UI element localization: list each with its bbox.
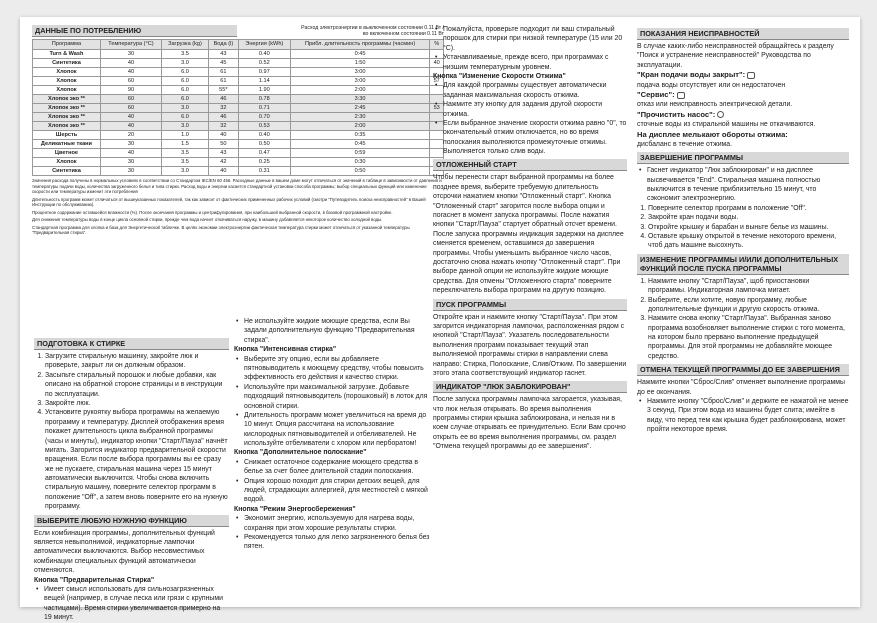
table-cell: 60	[100, 77, 161, 86]
table-cell: 3.5	[161, 50, 208, 59]
table-row	[33, 140, 444, 149]
list-item: • Не используйте жидкие моющие средства, если Вы задали дополнительную функцию "Предварительная стирка".	[234, 317, 434, 345]
manual-page	[20, 17, 860, 622]
table-cell: 6.0	[161, 95, 208, 104]
table-cell: 0.97	[238, 68, 290, 77]
cancel-list	[637, 397, 849, 435]
table-header-cell: Вода (l)	[208, 40, 238, 50]
start-step: 3. Закройте люк.	[45, 399, 229, 408]
table-cell: Хлопок	[33, 68, 101, 77]
table-cell: 6.0	[161, 86, 208, 95]
list-item: • Используйте при максимальной загрузке. Добавьте подходящий пятновыводитель (порошковый) в лоток для основной стирки.	[234, 383, 434, 411]
table-cell: 40	[430, 59, 444, 68]
table-cell: Цветное	[33, 149, 101, 158]
table-cell: 0.50	[238, 140, 290, 149]
table-cell: 2:45	[290, 104, 430, 113]
table-cell: 1.5	[161, 140, 208, 149]
eco-list	[234, 514, 434, 552]
table-cell: 40	[100, 149, 161, 158]
table-cell: 61	[208, 77, 238, 86]
footnote: Значения расхода получены в нормальных условиях в соответствии со Стандартом IEC/EN 60 456. Расходные данные в вашем доме могут отличаться от значений в таблице в зависимости от давления и температуры подачи воды, количества загруженного белья и типа стирки. Расход воды и энергии касается стандартной установки способа программы; выбор специальных функций или изменение скорости или температуры изменит эти потребления	[32, 178, 442, 195]
table-row	[33, 95, 444, 104]
table-cell: 3:00	[290, 77, 430, 86]
table-cell: Хлопок	[33, 77, 101, 86]
consumption-title: ДАННЫЕ ПО ПОТРЕБЛЕНИЮ	[32, 25, 237, 37]
prewash-notes	[234, 317, 434, 345]
delay-text: Чтобы перенести старт выбранной программы на более позднее время, выберите требуемую длительность отсрочки нажатием кнопки "Отложенный старт". Кнопка "Отложенный старт" загорится после выбора опции и погаснет в момент запуска программы. После нажатия кнопки "Старт/Пауза" стартует обратный отсчет времени. После запуска программы индикация задержки на дисплее сменяется временем, оставшимся до завершения программы. Чтобы уменьшить выбранное число часов, достаточно снова нажать кнопку "Отложенный старт". При выборе данной опции не используйте жидкие моющие средства. Для отмены "Отложенного старта" поверните переключатель выбора программ на другую позицию.	[433, 174, 624, 295]
table-cell: Деликатные ткани	[33, 140, 101, 149]
column-start	[34, 335, 229, 623]
table-cell: 40	[100, 59, 161, 68]
table-cell: 30	[100, 158, 161, 167]
eco-title: Кнопка "Режим Энергосбережения"	[234, 505, 356, 513]
table-cell: Turn & Wash	[33, 50, 101, 59]
table-cell: 30	[100, 140, 161, 149]
end-bullet: • Гаснет индикатор "Люк заблокирован" и на дисплее высвечивается "End". Стиральная машина полностью выключится в течение приблизительно 15 минут, что сэкономит электроэнергию.	[637, 166, 849, 204]
table-header-cell: Загрузка (kg)	[161, 40, 208, 50]
list-item: • Рекомендуется только для легко загрязненного белья без пятен.	[234, 533, 434, 552]
end-step: 3. Откройте крышку и барабан и выньте белье из машины.	[648, 223, 849, 232]
table-cell: 0.70	[238, 113, 290, 122]
end-steps	[637, 204, 849, 251]
service-title: "Сервис":	[637, 89, 675, 99]
change-title: ИЗМЕНЕНИЕ ПРОГРАММЫ И/ИЛИ ДОПОЛНИТЕЛЬНЫХ ФУНКЦИЙ ПОСЛЕ ПУСКА ПРОГРАММЫ	[637, 254, 849, 275]
list-item: • Пожалуйста, проверьте подходит ли ваш стиральный порошок для стирки при низкой температуре (15 или 20 °C).	[433, 25, 627, 53]
list-item: • Длительность программ может увеличиться на время до 10 минут. Опция рассчитана на использование кислородных пятновыводителей и отбеливателей. Не используйте отбеливатели с хлором или перборатом!	[234, 411, 434, 449]
table-cell: 3.0	[161, 167, 208, 176]
table-row	[33, 149, 444, 158]
table-row	[33, 104, 444, 113]
table-footnotes	[32, 178, 444, 236]
table-cell: Хлопок эко **	[33, 104, 101, 113]
consumption-section	[32, 25, 444, 236]
table-cell: 6.0	[161, 68, 208, 77]
fault-title: ПОКАЗАНИЯ НЕИСПРАВНОСТЕЙ	[637, 28, 849, 40]
table-cell: Хлопок эко **	[33, 95, 101, 104]
tap-text: подача воды отсутствует или он недостаточен	[637, 81, 786, 89]
table-cell: 0.78	[238, 95, 290, 104]
rinse-list	[234, 458, 434, 505]
table-cell: 0:30	[290, 158, 430, 167]
table-row	[33, 113, 444, 122]
table-cell: 0.25	[238, 158, 290, 167]
table-row	[33, 158, 444, 167]
functions-intro: Если комбинация программы, дополнительных функций является невыполнимой, индикаторные лампочки автоматически выключаются. Выбор несовместимых комбинации специальных функций автоматически отменяются.	[34, 529, 215, 575]
consumption-table	[32, 39, 444, 176]
end-step: 2. Закройте кран подачи воды.	[648, 213, 849, 222]
change-step: 1. Нажмите кнопку "Старт/Пауза", щоб приостановки программы. Индикаторная лампочка мигает.	[648, 277, 849, 296]
intensive-list	[234, 355, 434, 449]
list-item: • Для каждой программы существует автоматически заданная максимальная скорость отжима.	[433, 81, 627, 100]
table-cell: 2:00	[290, 122, 430, 131]
footnote: Длительность программ может отличаться от вышеуказанных показателей, так как зависит от фактических примененных рабочих условий (смотри "Путеводитель поиска неисправностей" в Вашей Инструкции по обслуживанию).	[32, 196, 426, 208]
table-cell: Хлопок эко **	[33, 113, 101, 122]
table-cell: 20	[100, 131, 161, 140]
list-item: • Экономит энергию, используемую для нагрева воды, сохраняя при этом хорошие результаты стирки.	[234, 514, 434, 533]
table-cell: 3:00	[290, 68, 430, 77]
start-steps	[34, 352, 229, 512]
table-cell: 1.0	[161, 131, 208, 140]
table-cell: 0.40	[238, 50, 290, 59]
footnote: Стандартная программа для хлопка и база для Энергетической табличке. В целях экономии электроэнергии фактическая температура стирки может отличаться от указанной температуры "Предварительная стирка".	[32, 224, 410, 236]
start-step: 1. Загрузите стиральную машинку, закройте люк и проверьте, закрыт ли он должным образом.	[45, 352, 229, 371]
table-cell: 2:00	[290, 86, 430, 95]
wrench-icon	[677, 92, 685, 99]
table-cell: 46	[208, 113, 238, 122]
table-cell: 0.31	[238, 167, 290, 176]
table-cell: Шерсть	[33, 131, 101, 140]
table-row	[33, 131, 444, 140]
table-cell: 0.53	[238, 122, 290, 131]
table-cell: 3.0	[161, 59, 208, 68]
prewash-list	[34, 585, 229, 623]
pump-title: "Прочистить насос":	[637, 109, 716, 119]
list-item: • Опция хорошо походит для стирки детских вещей, для людей, страдающих аллергией, для местностей с мягкой водой.	[234, 477, 434, 505]
rinse-title: Кнопка "Дополнительное полоскание"	[234, 449, 367, 457]
table-cell: 40	[100, 122, 161, 131]
table-body	[33, 50, 444, 176]
cancel-title: ОТМЕНА ТЕКУЩЕЙ ПРОГРАММЫ ДО ЕЕ ЗАВЕРШЕНИЯ	[637, 364, 849, 376]
blink-text: дисбаланс в течение отжима.	[637, 140, 733, 148]
table-cell: 0:35	[290, 131, 430, 140]
table-cell: 0.40	[238, 131, 290, 140]
table-cell: 3.5	[161, 158, 208, 167]
table-cell: 46	[208, 95, 238, 104]
table-cell: 3.0	[161, 104, 208, 113]
table-header-cell: Температура (°C)	[100, 40, 161, 50]
list-item: • Снижает остаточное содержание моющего средства в белье за счет более длительной стадии полоскания.	[234, 458, 434, 477]
column-faults	[637, 25, 849, 435]
spin-list	[433, 81, 627, 156]
pump-icon	[717, 111, 724, 118]
run-title: ПУСК ПРОГРАММЫ	[433, 299, 627, 311]
tap-icon	[747, 72, 755, 79]
table-row	[33, 50, 444, 59]
lowtemp-notes	[433, 25, 627, 72]
start-title: ПОДГОТОВКА К СТИРКЕ	[34, 338, 229, 350]
functions-title: ВЫБЕРИТЕ ЛЮБУЮ НУЖНУЮ ФУНКЦИЮ	[34, 515, 229, 527]
list-item: • Если выбранное значение скорости отжима равно "0", то окончательный отжим отключается, но во время полоскания выполняются промежуточные отжимы. Выполняется только слив воды.	[433, 119, 627, 157]
change-step: 3. Нажмите снова кнопку "Старт/Пауза". Выбранная заново программа возобновляет выполнение стирки с того момента, на котором было прервано выполнение предыдущей программы. Для этой программы не добавляйте моющее средство.	[648, 314, 849, 361]
start-step: 2. Засыпьте стиральный порошок и любые добавки, как описано на обратной стороне страницы и в инструкции по эксплуатации.	[45, 371, 229, 399]
table-cell: 0.47	[238, 149, 290, 158]
cancel-text: Нажмите кнопки "Сброс/Слив" отменяет выполнение программы до ее окончания.	[637, 379, 845, 396]
table-cell: 0:59	[290, 149, 430, 158]
tap-title: "Кран подачи воды закрыт":	[637, 70, 746, 80]
table-cell: 50	[208, 140, 238, 149]
table-cell: Синтетика	[33, 167, 101, 176]
table-row	[33, 59, 444, 68]
table-cell: 55*	[208, 86, 238, 95]
intensive-title: Кнопка "Интенсивная стирка"	[234, 346, 337, 354]
fault-text: В случае каких-либо неисправностей обращайтесь к разделу "Поиск и устранение неисправностей" Руководства по эксплуатации.	[637, 43, 834, 69]
table-cell: 40	[100, 68, 161, 77]
table-cell: 61	[208, 68, 238, 77]
table-cell: 90	[100, 86, 161, 95]
table-cell: 53	[430, 104, 444, 113]
table-cell: 3.5	[161, 149, 208, 158]
table-header-cell: Программа	[33, 40, 101, 50]
end-step: 1. Поверните селектор программ в положение "Off".	[648, 204, 849, 213]
change-steps	[637, 277, 849, 362]
end-step: 4. Оставьте крышку открытой в течение некоторого времени, чтоб дать машине высохнуть.	[648, 232, 849, 251]
list-item: • Нажмите эту кнопку для задания другой скорости отжима.	[433, 100, 627, 119]
delay-title: ОТЛОЖЕННЫЙ СТАРТ	[433, 159, 627, 171]
table-row	[33, 86, 444, 95]
table-cell: Хлопок	[33, 86, 101, 95]
lock-text: После запуска программы лампочка загорается, указывая, что люк нельзя открывать. Во время выполнения программы стирки крышка заблокирована, и нельзя ни в коем случае открывать ее принудительно. Если Вам срочно открыть ее во время выполнения программы, см. раздел "Отмена текущей программы до ее завершения".	[433, 396, 626, 451]
table-cell: 0:45	[290, 140, 430, 149]
table-cell: 0.52	[238, 59, 290, 68]
table-header-cell: Энергия (kWh)	[238, 40, 290, 50]
end-title: ЗАВЕРШЕНИЕ ПРОГРАММЫ	[637, 152, 849, 164]
column-program	[433, 25, 627, 452]
table-cell: 0.71	[238, 104, 290, 113]
table-cell: 45	[208, 59, 238, 68]
table-cell: 6.0	[161, 113, 208, 122]
table-cell: Синтетика	[33, 59, 101, 68]
lock-title: ИНДИКАТОР "ЛЮК ЗАБЛОКИРОВАН"	[433, 381, 627, 393]
table-cell: 30	[100, 50, 161, 59]
list-item: • Выберите эту опцию, если вы добавляете пятновыводитель к моющему средству, чтобы повысить эффективность его действия и качество стирки.	[234, 355, 434, 383]
standby-note: Расход электроэнергии в выключенном состоянии 0.11 Вт /	[301, 25, 444, 31]
table-cell: Хлопок	[33, 158, 101, 167]
table-cell: 42	[208, 158, 238, 167]
table-header-cell: %	[430, 40, 444, 50]
list-item: • Устанавливаемые, прежде всего, при программах с низшим температурным уровнем.	[433, 53, 627, 72]
table-cell: Хлопок эко **	[33, 122, 101, 131]
column-options	[234, 317, 434, 552]
list-item: • Имеет смысл использовать для сильнозагрязненных вещей (например, в случае песка или грязи с крупными частицами). Время стирки увеличивается примерно на 19 минут.	[34, 585, 229, 623]
pump-text: сточные воды из стиральной машины не откачиваются.	[637, 121, 816, 129]
table-header-cell: Прибл. длительность программы (часмин)	[290, 40, 430, 50]
list-item: • Нажмите кнопку "Сброс/Слив" и держите ее нажатой не менее 3 секунд. При этом вода из машины будет слита; имейте в виду, что перед тем как крышка будет разблокирована, может пройти некоторое время.	[637, 397, 849, 435]
table-cell: 1.14	[238, 77, 290, 86]
blink-title: На дисплее мелькают обороты отжима:	[637, 129, 788, 139]
start-step: 4. Установите рукоятку выбора программы на желаемую программу и температуру. Дисплей отображения время покажет длительность цикла выбранной программы (часы и минуты), индикатор кнопки "Старт/Пауза" начнёт мигать. Загорится индикатор предварительной скорости вращения. Если после выбора программы вы ее сразу же не пускаете, стиральная машина через 15 минут автоматически выключится. Чтобы снова включить стиральную машину, поверните селектор программ в положение "Off", а затем вновь поверните его на нужную программу.	[45, 408, 229, 511]
table-cell: 3:30	[290, 95, 430, 104]
table-cell: 2:30	[290, 113, 430, 122]
service-text: отказ или неисправность электрической детали.	[637, 101, 793, 109]
footnote: Процентное содержание оставшейся влажности (%). После окончания программы и центрифугирования, при наибольшей выбранной скорости, в базовой программной настройке.	[32, 209, 393, 215]
table-row	[33, 122, 444, 131]
change-step: 2. Выберите, если хотите, новую программу, любые дополнительные функции и другую скорость отжима.	[648, 296, 849, 315]
table-cell: 6.0	[161, 77, 208, 86]
table-cell: 43	[208, 149, 238, 158]
table-row	[33, 167, 444, 176]
table-cell: 40	[208, 167, 238, 176]
table-cell: 60	[100, 95, 161, 104]
table-cell: 40	[208, 131, 238, 140]
spin-title: Кнопка "Изменение Скорости Отжима"	[433, 72, 566, 80]
table-cell: 40	[100, 113, 161, 122]
table-cell: 57	[430, 77, 444, 86]
standby-note-2: во включенном состоянии 0.11 Вт	[362, 31, 444, 38]
table-cell: 60	[100, 104, 161, 113]
table-cell: 0:50	[290, 167, 430, 176]
run-text: Откройте кран и нажмите кнопку "Старт/Пауза". При этом загорится индикаторная лампочки, расположенная рядом с кнопкой "Старт/Пауза". Указатель последовательности выполнения программ показывает текущий этап выполняемой программы стирки в направлении слева направо: Стирка, Полоскание, Слив/Отжим. По завершении этого этапа соответствующий индикатор гаснет.	[433, 313, 627, 377]
table-cell: 0:45	[290, 50, 430, 59]
table-header-row	[33, 40, 444, 50]
footnote: Для снижения температуры воды в конце цикла основной стирки, прежде чем вода начнет откачиваться наружу, в машину добавляется некоторое количество холодной воды.	[32, 217, 383, 223]
table-cell: 43	[208, 50, 238, 59]
table-cell: 1:50	[290, 59, 430, 68]
table-cell: 32	[208, 104, 238, 113]
table-cell: 1.90	[238, 86, 290, 95]
prewash-title: Кнопка "Предварительная Стирка"	[34, 576, 155, 584]
table-row	[33, 68, 444, 77]
table-cell: 30	[100, 167, 161, 176]
table-row	[33, 77, 444, 86]
table-cell: 32	[208, 122, 238, 131]
table-cell: 3.0	[161, 122, 208, 131]
